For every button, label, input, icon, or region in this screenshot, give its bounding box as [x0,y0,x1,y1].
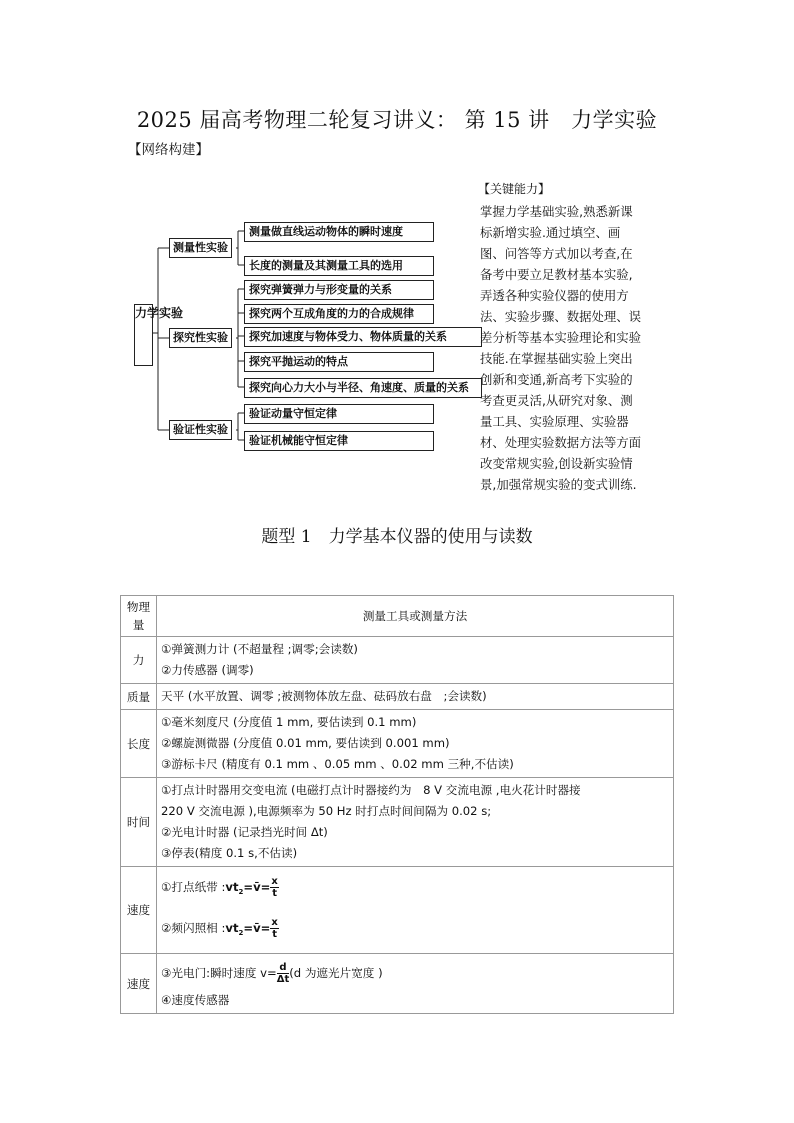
header-quantity [121,596,157,637]
photogate-note: (d 为遮光片宽度 ) [289,966,383,980]
key-ability-line: 改变常规实验,创设新实验情 [480,456,633,471]
photogate-label: ③光电门:瞬时速度 v= [161,966,277,980]
table-row [121,867,674,954]
ticker-tape-label: ①打点纸带 : [161,880,226,894]
strobe-photo-label: ②频闪照相 : [161,921,226,935]
key-ability-line: 法、实验步骤、数据处理、误 [480,309,642,324]
category-measurement: 测量性实验 [169,238,232,258]
leaf-instant-velocity: 测量做直线运动物体的瞬时速度 [244,222,434,242]
section-label: 【网络构建】 [128,142,209,158]
category-exploration: 探究性实验 [169,328,232,348]
table-row [121,954,674,1014]
row-quantity: 长度 [121,710,157,778]
formula-x-over-t: $\frac{x}{t}$ [271,917,278,940]
header-quantity-line1: 物理 [126,600,151,614]
method-line: ②螺旋测微器 (分度值 0.01 mm, 要估读到 0.001 mm) [161,736,450,750]
table-row [121,637,674,684]
key-ability-line: 图、问答等方式加以考查,在 [480,246,633,261]
mindmap-connectors [0,0,794,500]
row-methods [157,954,674,1014]
table-row [121,778,674,867]
row-methods [157,710,674,778]
row-quantity: 速度 [121,954,157,1014]
leaf-length-measurement: 长度的测量及其测量工具的选用 [244,256,434,276]
table-header-row [121,596,674,637]
method-line: ①打点计时器用交变电流 (电磁打点计时器接约为 8 V 交流电源 ,电火花计时器接 [161,783,581,797]
mindmap-root: 力学实验 [134,304,153,366]
header-quantity-line2: 量 [132,618,145,632]
key-ability-line: 备考中要立足教材基本实验, [480,267,633,282]
method-line: ④速度传感器 [161,993,230,1007]
section-subtitle: 题型 1 力学基本仪器的使用与读数 [261,527,533,547]
key-ability-title: 【关键能力】 [478,182,551,196]
key-ability-line: 技能.在掌握基础实验上突出 [480,351,633,366]
key-ability-line: 景,加强常规实验的变式训练. [480,477,637,492]
formula-vt2: $vt_2$ [225,880,244,896]
row-methods [157,778,674,867]
leaf-force-composition: 探究两个互成角度的力的合成规律 [244,304,434,324]
leaf-spring-force: 探究弹簧弹力与形变量的关系 [244,280,434,300]
row-methods [157,867,674,954]
method-line: ②力传感器 (调零) [161,663,254,677]
method-line-photogate [161,956,669,990]
header-method: 测量工具或测量方法 [157,596,674,637]
row-methods [157,684,674,710]
key-ability-line: 差分析等基本实验理论和实验 [480,330,642,345]
leaf-centripetal: 探究向心力大小与半径、角速度、质量的关系 [244,378,482,398]
leaf-mechanical-energy: 验证机械能守恒定律 [244,431,434,451]
table-row [121,684,674,710]
method-line: ③游标卡尺 (精度有 0.1 mm 、0.05 mm 、0.02 mm 三种,不估读) [161,757,514,771]
method-line: 220 V 交流电源 ),电源频率为 50 Hz 时打点时间间隔为 0.02 s; [161,804,492,818]
key-ability-line: 弄透各种实验仪器的使用方 [480,288,629,303]
instruments-table [120,595,674,1014]
row-methods [157,637,674,684]
formula-vt2: $vt_2$ [225,921,244,937]
page-title: 2025 届高考物理二轮复习讲义： 第 15 讲 力学实验 [136,108,658,132]
row-quantity: 时间 [121,778,157,867]
leaf-projectile: 探究平抛运动的特点 [244,352,434,372]
method-line: ①毫米刻度尺 (分度值 1 mm, 要估读到 0.1 mm) [161,715,417,729]
key-ability-line: 材、处理实验数据方法等方面 [480,435,642,450]
formula-x-over-t: $\frac{x}{t}$ [271,876,278,899]
key-ability-line: 量工具、实验原理、实验器 [480,414,629,429]
method-line-strobe: ②频闪照相 $:vt_2=v̄=$ $\frac{x}{t}$ [161,917,278,940]
leaf-momentum: 验证动量守恒定律 [244,404,434,424]
key-ability-line: 掌握力学基础实验,熟悉新课 [480,204,633,219]
row-quantity: 速度 [121,867,157,954]
key-ability-line: 创新和变通,新高考下实验的 [480,372,633,387]
key-ability-line: 标新增实验.通过填空、画 [480,225,621,240]
method-line-tape: ①打点纸带 $:vt_2=v̄=$ $\frac{x}{t}$ [161,876,278,899]
method-line: ②光电计时器 (记录挡光时间 Δt) [161,825,328,839]
category-verification: 验证性实验 [169,420,232,440]
formula-d-over-dt: $\frac{d}{\Delta t}$ [276,962,290,985]
key-ability-line: 考查更灵活,从研究对象、测 [480,393,633,408]
method-line: ③停表(精度 0.1 s,不估读) [161,846,298,860]
method-line: ①弹簧测力计 (不超量程 ;调零;会读数) [161,642,358,656]
leaf-acceleration: 探究加速度与物体受力、物体质量的关系 [244,327,482,347]
row-quantity: 质量 [121,684,157,710]
method-line: 天平 (水平放置、调零 ;被测物体放左盘、砝码放右盘 ;会读数) [161,689,487,703]
table-row [121,710,674,778]
row-quantity: 力 [121,637,157,684]
